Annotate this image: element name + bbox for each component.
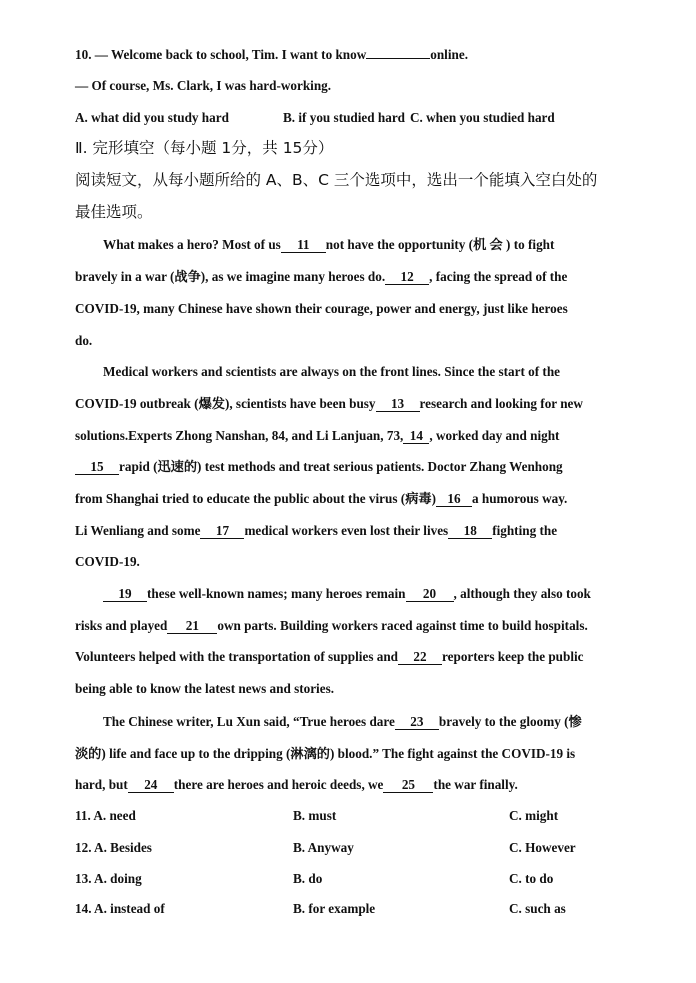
p2-line-3	[75, 427, 636, 445]
option-13-a: 13. A. doing	[75, 871, 142, 886]
text: COVID-19 outbreak (爆发), scientists have been busy	[75, 396, 376, 411]
p2-line-1: Medical workers and scientists are always on the front lines. Since the start of the	[103, 364, 561, 379]
p2-line-4	[75, 458, 636, 476]
p3-line-4: being able to know the latest news and stories.	[75, 681, 334, 696]
text: risks and played	[75, 618, 168, 633]
text: The Chinese writer, Lu Xun said, “True heroes dare	[103, 714, 395, 729]
text: medical workers even lost their lives	[244, 523, 449, 538]
option-11-c: C. might	[509, 808, 559, 823]
option-11-a: 11. A. need	[75, 808, 136, 823]
blank-18: 18	[448, 523, 492, 539]
text: , although they also took	[453, 586, 591, 601]
blank-15: 15	[75, 459, 119, 475]
text: bravely to the gloomy (惨	[438, 714, 582, 729]
blank-23: 23	[395, 714, 439, 730]
text: from Shanghai tried to educate the public about the virus (病毒)	[75, 491, 436, 506]
blank-22: 22	[398, 649, 442, 665]
blank-13: 13	[376, 396, 420, 412]
section-instruction-2: 最佳选项。	[75, 203, 153, 221]
p3-line-1	[103, 585, 636, 603]
p4-line-1	[103, 713, 636, 731]
p1-line-2	[75, 268, 636, 286]
text: Volunteers helped with the transportation of supplies and	[75, 649, 399, 664]
text: reporters keep the public	[442, 649, 584, 664]
option-12-b: B. Anyway	[293, 840, 354, 855]
option-14-c: C. such as	[509, 901, 566, 916]
blank-17: 17	[200, 523, 244, 539]
text: What makes a hero? Most of us	[103, 237, 281, 252]
blank-19: 19	[103, 586, 147, 602]
p1-line-4: do.	[75, 333, 93, 348]
q10-option-c: C. when you studied hard	[410, 110, 555, 125]
p3-line-2	[75, 617, 636, 635]
text: the war finally.	[433, 777, 518, 792]
q10-prompt-end: online.	[430, 47, 468, 62]
p1-line-3: COVID-19, many Chinese have shown their courage, power and energy, just like heroes	[75, 301, 568, 316]
blank-24: 24	[128, 777, 174, 793]
p4-line-3	[75, 776, 636, 794]
text: solutions.Experts Zhong Nanshan, 84, and Li Lanjuan, 73,	[75, 428, 404, 443]
text: these well-known names; many heroes remain	[147, 586, 406, 601]
text: a humorous way.	[471, 491, 568, 506]
option-12-a: 12. A. Besides	[75, 840, 152, 855]
text: there are heroes and heroic deeds, we	[173, 777, 384, 792]
p2-line-7: COVID-19.	[75, 554, 140, 569]
q10-options	[75, 109, 636, 127]
q10-prompt: 10. — Welcome back to school, Tim. I want to know	[75, 47, 367, 62]
text: , worked day and night	[429, 428, 560, 443]
q10-option-b: B. if you studied hard	[283, 110, 406, 125]
p2-line-2	[75, 395, 636, 413]
p3-line-3	[75, 648, 636, 666]
text: fighting the	[492, 523, 558, 538]
blank-21: 21	[167, 618, 217, 634]
text: hard, but	[75, 777, 128, 792]
p2-line-5	[75, 490, 636, 508]
text: own parts. Building workers raced against time to build hospitals.	[217, 618, 588, 633]
option-14-b: B. for example	[293, 901, 376, 916]
text: bravely in a war (战争), as we imagine many heroes do.	[75, 269, 386, 284]
blank-16: 16	[436, 491, 472, 507]
q10-line-2: — Of course, Ms. Clark, I was hard-working.	[75, 78, 332, 93]
option-11-b: B. must	[293, 808, 337, 823]
q10-blank	[366, 58, 430, 59]
option-13-b: B. do	[293, 871, 323, 886]
option-14-a: 14. A. instead of	[75, 901, 165, 916]
blank-12: 12	[385, 269, 429, 285]
p2-line-6	[75, 522, 636, 540]
blank-25: 25	[383, 777, 433, 793]
blank-20: 20	[406, 586, 454, 602]
section-title: Ⅱ. 完形填空（每小题 1分，共 15分）	[75, 139, 334, 157]
text: not have the opportunity (机 会 ) to fight	[325, 237, 555, 252]
text: Li Wenliang and some	[75, 523, 201, 538]
option-13-c: C. to do	[509, 871, 554, 886]
p4-line-2: 淡的) life and face up to the dripping (淋漓的) blood.” The fight against the COVID-19 is	[75, 746, 576, 761]
text: rapid (迅速的) test methods and treat serious patients. Doctor Zhang Wenhong	[119, 459, 563, 474]
q10-option-a: A. what did you study hard	[75, 110, 229, 125]
text: , facing the spread of the	[429, 269, 568, 284]
blank-14: 14	[403, 428, 429, 444]
blank-11: 11	[281, 237, 326, 253]
option-12-c: C. However	[509, 840, 576, 855]
p1-line-1	[103, 236, 636, 254]
section-instruction-1: 阅读短文，从每小题所给的 A、B、C 三个选项中，选出一个能填入空白处的	[75, 171, 598, 189]
q10-line-1	[75, 46, 636, 64]
text: research and looking for new	[419, 396, 583, 411]
